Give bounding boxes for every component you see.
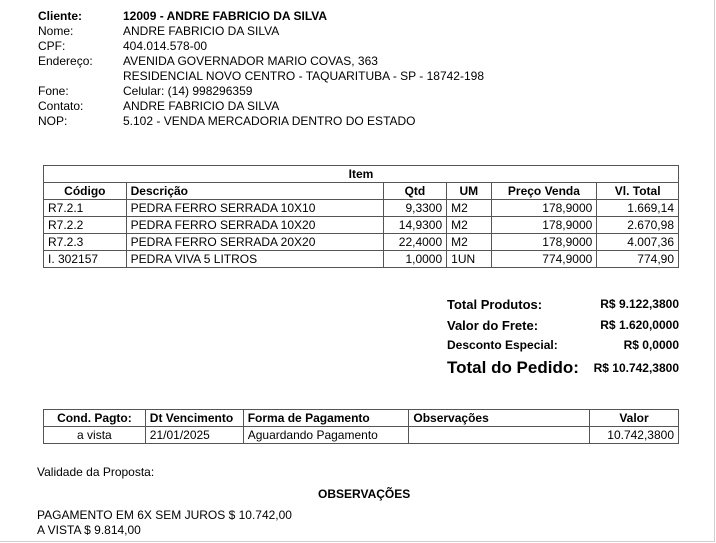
cell-qtd: 14,9300 (383, 217, 447, 234)
cell-valor: 10.742,3800 (590, 427, 679, 444)
valor-frete-label: Valor do Frete: (447, 318, 539, 333)
header-um: UM (447, 183, 491, 200)
items-table (43, 165, 679, 268)
header-valor: Valor (590, 410, 679, 427)
nome-value: ANDRE FABRICIO DA SILVA (123, 24, 280, 38)
header-dt-vencimento: Dt Vencimento (145, 410, 243, 427)
fone-label: Fone: (38, 84, 69, 98)
total-pedido-value: R$ 10.742,3800 (593, 361, 679, 375)
cell-um: 1UN (447, 251, 491, 268)
header-cond-pagto: Cond. Pagto: (44, 410, 146, 427)
header-preco-venda: Preço Venda (491, 183, 597, 200)
cell-total: 2.670,98 (597, 217, 679, 234)
cell-qtd: 1,0000 (383, 251, 447, 268)
cell-forma-pagamento: Aguardando Pagamento (243, 427, 409, 444)
endereco-line2: RESIDENCIAL NOVO CENTRO - TAQUARITUBA - SP - 18742-198 (123, 69, 484, 83)
endereco-line1: AVENIDA GOVERNADOR MARIO COVAS, 363 (123, 54, 378, 68)
header-observacoes: Observações (409, 410, 590, 427)
table-row (44, 251, 679, 268)
cell-descricao: PEDRA FERRO SERRADA 20X20 (126, 234, 383, 251)
cell-preco: 178,9000 (491, 217, 597, 234)
desconto-value: R$ 0,0000 (623, 338, 679, 352)
desconto-label: Desconto Especial: (447, 338, 558, 352)
cliente-value: 12009 - ANDRE FABRICIO DA SILVA (123, 9, 328, 23)
cell-um: M2 (447, 200, 491, 217)
validade-label: Validade da Proposta: (37, 465, 155, 479)
nop-value: 5.102 - VENDA MERCADORIA DENTRO DO ESTADO (123, 114, 416, 128)
cell-dt-vencimento: 21/01/2025 (145, 427, 243, 444)
header-qtd: Qtd (383, 183, 447, 200)
cell-total: 4.007,36 (597, 234, 679, 251)
cell-preco: 178,9000 (491, 234, 597, 251)
contato-label: Contato: (38, 99, 84, 113)
fone-value: Celular: (14) 998296359 (123, 84, 253, 98)
total-pedido-label: Total do Pedido: (447, 358, 579, 377)
total-produtos-value: R$ 9.122,3800 (600, 297, 679, 311)
cell-preco: 178,9000 (491, 200, 597, 217)
header-descricao: Descrição (126, 183, 383, 200)
table-row (44, 234, 679, 251)
cpf-label: CPF: (38, 39, 66, 53)
cell-descricao: PEDRA FERRO SERRADA 10X20 (126, 217, 383, 234)
cell-total: 1.669,14 (597, 200, 679, 217)
table-row (44, 200, 679, 217)
header-codigo: Código (44, 183, 127, 200)
cell-codigo: R7.2.2 (44, 217, 127, 234)
cpf-value: 404.014.578-00 (123, 39, 208, 53)
total-produtos-label: Total Produtos: (447, 297, 543, 312)
cell-um: M2 (447, 217, 491, 234)
cell-codigo: I. 302157 (44, 251, 127, 268)
cell-descricao: PEDRA FERRO SERRADA 10X10 (126, 200, 383, 217)
cell-qtd: 9,3300 (383, 200, 447, 217)
cell-codigo: R7.2.3 (44, 234, 127, 251)
contato-value: ANDRE FABRICIO DA SILVA (123, 99, 280, 113)
nome-label: Nome: (38, 24, 74, 38)
cell-qtd: 22,4000 (383, 234, 447, 251)
cell-descricao: PEDRA VIVA 5 LITROS (126, 251, 383, 268)
observacoes-title: OBSERVAÇÕES (318, 487, 411, 501)
cell-um: M2 (447, 234, 491, 251)
header-forma-pagamento: Forma de Pagamento (243, 410, 409, 427)
obs-line1: PAGAMENTO EM 6X SEM JUROS $ 10.742,00 (37, 508, 292, 522)
table-row (44, 427, 679, 444)
cell-observacoes (409, 427, 590, 444)
nop-label: NOP: (38, 114, 68, 128)
header-vl-total: Vl. Total (597, 183, 679, 200)
valor-frete-value: R$ 1.620,0000 (600, 318, 679, 332)
payment-table (43, 409, 679, 444)
table-row (44, 217, 679, 234)
cell-codigo: R7.2.1 (44, 200, 127, 217)
cell-total: 774,90 (597, 251, 679, 268)
cliente-label: Cliente: (38, 9, 83, 23)
endereco-label: Endereço: (38, 54, 93, 68)
obs-line2: A VISTA $ 9.814,00 (37, 523, 141, 537)
cell-cond-pagto: a vista (44, 427, 146, 444)
items-caption: Item (44, 166, 679, 183)
cell-preco: 774,9000 (491, 251, 597, 268)
